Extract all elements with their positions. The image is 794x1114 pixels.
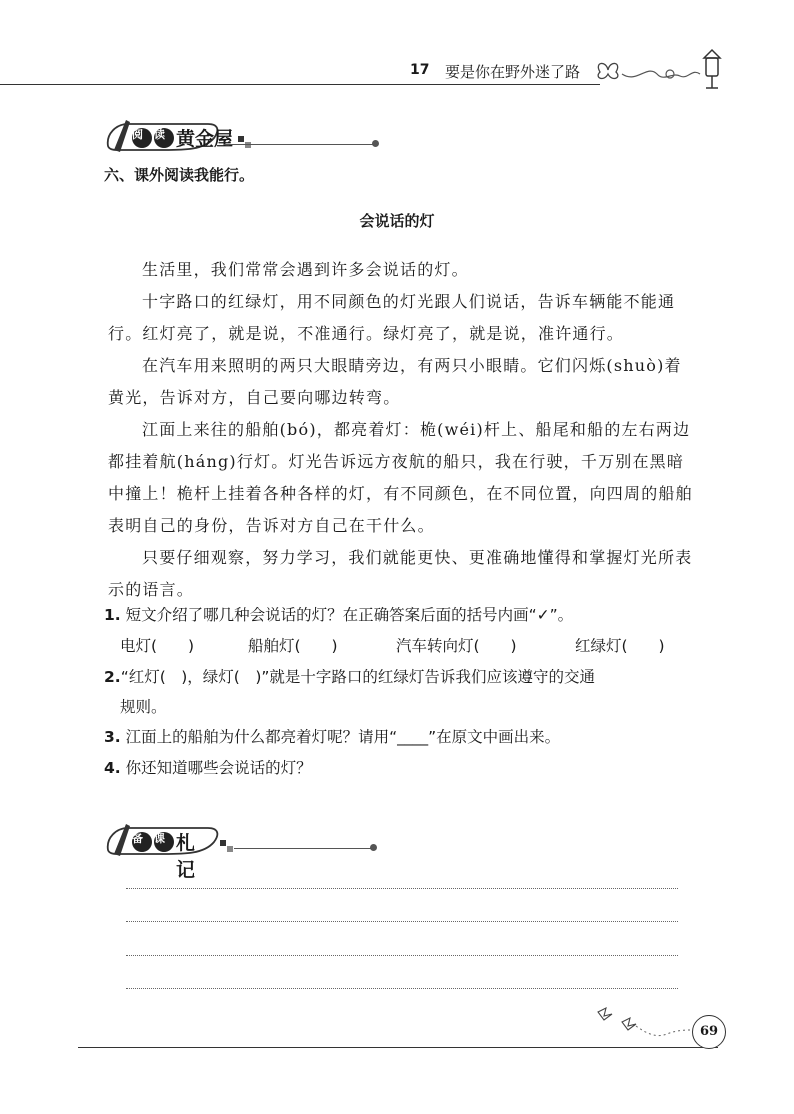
reading-section-banner [104,116,384,160]
story-line: 在汽车用来照明的两只大眼睛旁边，有两只小眼睛。它们闪烁(shuò)着 [142,356,682,375]
banner-square-dark [220,840,226,846]
question-4: 4. 你还知道哪些会说话的灯？ [104,759,312,777]
question-1: 1. 短文介绍了哪几种会说话的灯？在正确答案后面的括号内画“✓”。 [104,606,574,624]
story-line: 江面上来往的船舶(bó)，都亮着灯：桅(wéi)杆上、船尾和船的左右两边 [142,420,691,439]
question-3: 3. 江面上的船舶为什么都亮着灯呢？请用“____”在原文中画出来。 [104,728,561,746]
option-traffic-light[interactable]: 红绿灯( ) [575,637,665,655]
option-ship-light[interactable]: 船舶灯( ) [248,637,338,655]
lesson-title: 要是你在野外迷了路 [445,63,581,81]
section-label: 六、课外阅读我能行。 [104,166,255,184]
story-line: 生活里，我们常常会遇到许多会说话的灯。 [142,260,469,279]
banner-square-dark [238,136,244,142]
butterfly-trail-decoration-icon [592,1004,692,1044]
badge-char-1: 阅 [132,128,143,141]
butterfly-lamp-decoration-icon [592,44,732,94]
lesson-number: 17 [410,62,430,78]
page-number: 69 [692,1015,726,1049]
notes-line[interactable] [126,888,678,889]
badge-char-1: 备 [132,832,143,845]
question-2: 2.“红灯( )，绿灯( )”就是十字路口的红绿灯告诉我们应该遵守的交通 [104,668,595,686]
story-line: 只要仔细观察，努力学习，我们就能更快、更准确地懂得和掌握灯光所表 [142,548,693,567]
banner-square-light [227,846,233,852]
banner-square-light [245,142,251,148]
badge-char-2: 课 [154,832,165,845]
header-rule [0,84,600,85]
notes-line[interactable] [126,955,678,956]
reading-banner-title: 黄金屋 [176,128,234,150]
banner-dot [372,140,379,147]
story-line: 黄光，告诉对方，自己要向哪边转弯。 [108,388,401,407]
option-electric-light[interactable]: 电灯( ) [120,637,195,655]
badge-char-2: 读 [154,128,165,141]
story-line: 示的语言。 [108,580,195,599]
notes-line[interactable] [126,988,678,989]
notes-line[interactable] [126,921,678,922]
banner-rule [234,848,374,849]
footer-rule [78,1047,718,1048]
option-car-turn-signal[interactable]: 汽车转向灯( ) [396,637,517,655]
banner-rule [224,144,374,145]
story-line: 都挂着航(háng)行灯。灯光告诉远方夜航的船只，我在行驶，千万别在黑暗 [108,452,685,471]
story-line: 中撞上！桅杆上挂着各种各样的灯，有不同颜色，在不同位置，向四周的船舶 [108,484,693,503]
story-line: 表明自己的身份，告诉对方自己在干什么。 [108,516,435,535]
banner-dot [370,844,377,851]
notes-banner-title: 札记 [176,832,196,881]
story-line: 行。红灯亮了，就是说，不准通行。绿灯亮了，就是说，准许通行。 [108,324,625,343]
story-line: 十字路口的红绿灯，用不同颜色的灯光跟人们说话，告诉车辆能不能通 [142,292,676,311]
story-title: 会说话的灯 [359,212,435,230]
question-2-continued: 规则。 [120,698,167,716]
